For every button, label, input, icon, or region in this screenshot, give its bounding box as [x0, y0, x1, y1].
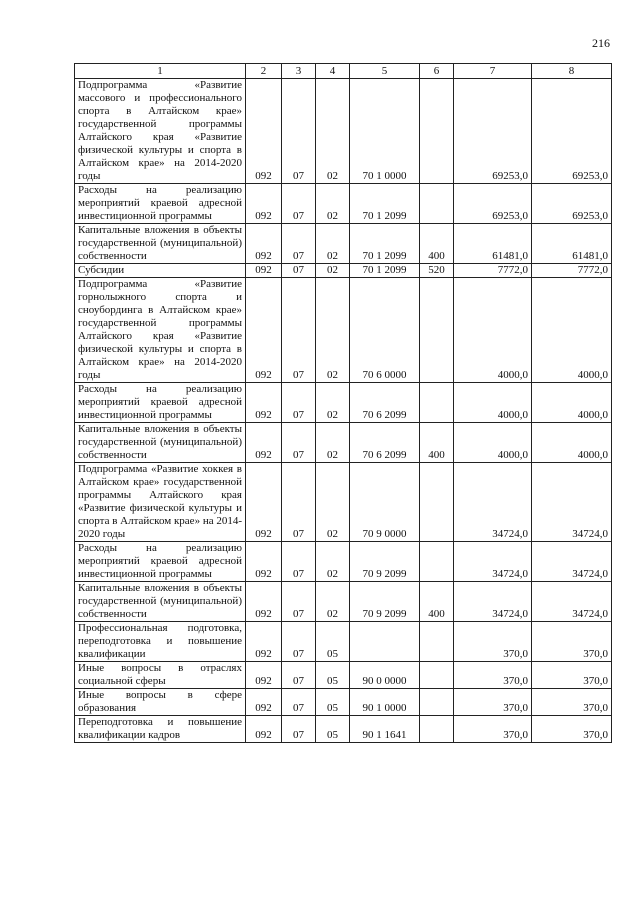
- target-article-cell: 70 9 2099: [350, 582, 420, 622]
- row-name-cell: Иные вопросы в сфере образования: [75, 689, 246, 716]
- row-name-cell: Субсидии: [75, 264, 246, 278]
- amount-cell: 69253,0: [454, 79, 532, 184]
- admin-code-cell: 092: [246, 622, 282, 662]
- row-name-cell: Расходы на реализацию мероприятий краевой адресной инвестиционной программы: [75, 383, 246, 423]
- amount-total-cell: 61481,0: [532, 224, 612, 264]
- admin-code-cell: 092: [246, 383, 282, 423]
- subsection-code-cell: 05: [316, 716, 350, 743]
- budget-table: [74, 63, 612, 743]
- row-name-cell: Подпрограмма «Развитие горнолыжного спорта и сноубординга в Алтайском крае» государственной программы Алтайского края «Развитие физической культуры и спорта в Алтайском крае» на 2014-2020 годы: [75, 278, 246, 383]
- expense-type-cell: [420, 662, 454, 689]
- target-article-cell: 90 1 0000: [350, 689, 420, 716]
- row-name-cell: Расходы на реализацию мероприятий краевой адресной инвестиционной программы: [75, 542, 246, 582]
- table-row: [75, 622, 612, 662]
- column-header: 7: [454, 64, 532, 79]
- column-header: 2: [246, 64, 282, 79]
- target-article-cell: 90 0 0000: [350, 662, 420, 689]
- page-number: 216: [592, 36, 610, 50]
- section-code-cell: 07: [282, 278, 316, 383]
- section-code-cell: 07: [282, 184, 316, 224]
- expense-type-cell: [420, 622, 454, 662]
- table-row: [75, 689, 612, 716]
- subsection-code-cell: 02: [316, 264, 350, 278]
- amount-cell: 69253,0: [454, 184, 532, 224]
- amount-cell: 370,0: [454, 689, 532, 716]
- subsection-code-cell: 02: [316, 224, 350, 264]
- section-code-cell: 07: [282, 582, 316, 622]
- target-article-cell: 90 1 1641: [350, 716, 420, 743]
- column-header: 4: [316, 64, 350, 79]
- amount-total-cell: 4000,0: [532, 423, 612, 463]
- target-article-cell: 70 6 2099: [350, 383, 420, 423]
- amount-cell: 370,0: [454, 716, 532, 743]
- expense-type-cell: 520: [420, 264, 454, 278]
- section-code-cell: 07: [282, 716, 316, 743]
- subsection-code-cell: 02: [316, 542, 350, 582]
- section-code-cell: 07: [282, 224, 316, 264]
- subsection-code-cell: 05: [316, 689, 350, 716]
- admin-code-cell: 092: [246, 716, 282, 743]
- target-article-cell: 70 6 2099: [350, 423, 420, 463]
- target-article-cell: 70 1 2099: [350, 224, 420, 264]
- section-code-cell: 07: [282, 689, 316, 716]
- subsection-code-cell: 02: [316, 79, 350, 184]
- expense-type-cell: 400: [420, 224, 454, 264]
- amount-total-cell: 370,0: [532, 689, 612, 716]
- table-row: [75, 582, 612, 622]
- table-row: [75, 383, 612, 423]
- table-row: [75, 463, 612, 542]
- subsection-code-cell: 05: [316, 622, 350, 662]
- amount-total-cell: 69253,0: [532, 184, 612, 224]
- amount-total-cell: 370,0: [532, 622, 612, 662]
- amount-cell: 34724,0: [454, 582, 532, 622]
- section-code-cell: 07: [282, 622, 316, 662]
- amount-total-cell: 370,0: [532, 716, 612, 743]
- amount-cell: 4000,0: [454, 383, 532, 423]
- subsection-code-cell: 05: [316, 662, 350, 689]
- amount-total-cell: 34724,0: [532, 582, 612, 622]
- amount-total-cell: 7772,0: [532, 264, 612, 278]
- table-row: [75, 278, 612, 383]
- subsection-code-cell: 02: [316, 278, 350, 383]
- target-article-cell: 70 1 2099: [350, 264, 420, 278]
- expense-type-cell: [420, 184, 454, 224]
- expense-type-cell: [420, 79, 454, 184]
- section-code-cell: 07: [282, 264, 316, 278]
- admin-code-cell: 092: [246, 278, 282, 383]
- admin-code-cell: 092: [246, 582, 282, 622]
- row-name-cell: Расходы на реализацию мероприятий краевой адресной инвестиционной программы: [75, 184, 246, 224]
- row-name-cell: Подпрограмма «Развитие массового и профессионального спорта в Алтайском крае» государственной программы Алтайского края «Развитие физической культуры и спорта в Алтайском крае» на 2014-2020 годы: [75, 79, 246, 184]
- row-name-cell: Профессиональная подготовка, переподготовка и повышение квалификации: [75, 622, 246, 662]
- admin-code-cell: 092: [246, 423, 282, 463]
- row-name-cell: Капитальные вложения в объекты государственной (муниципальной) собственности: [75, 582, 246, 622]
- column-header: 8: [532, 64, 612, 79]
- table-row: [75, 264, 612, 278]
- table-row: [75, 662, 612, 689]
- amount-total-cell: 4000,0: [532, 383, 612, 423]
- column-header: 6: [420, 64, 454, 79]
- table-row: [75, 224, 612, 264]
- admin-code-cell: 092: [246, 463, 282, 542]
- table-row: [75, 79, 612, 184]
- expense-type-cell: 400: [420, 423, 454, 463]
- subsection-code-cell: 02: [316, 184, 350, 224]
- target-article-cell: [350, 622, 420, 662]
- section-code-cell: 07: [282, 463, 316, 542]
- table-row: [75, 184, 612, 224]
- section-code-cell: 07: [282, 383, 316, 423]
- admin-code-cell: 092: [246, 542, 282, 582]
- expense-type-cell: [420, 542, 454, 582]
- expense-type-cell: [420, 383, 454, 423]
- expense-type-cell: [420, 689, 454, 716]
- admin-code-cell: 092: [246, 224, 282, 264]
- amount-total-cell: 34724,0: [532, 542, 612, 582]
- expense-type-cell: 400: [420, 582, 454, 622]
- amount-cell: 7772,0: [454, 264, 532, 278]
- amount-cell: 4000,0: [454, 423, 532, 463]
- admin-code-cell: 092: [246, 79, 282, 184]
- expense-type-cell: [420, 463, 454, 542]
- subsection-code-cell: 02: [316, 383, 350, 423]
- amount-cell: 370,0: [454, 622, 532, 662]
- row-name-cell: Капитальные вложения в объекты государственной (муниципальной) собственности: [75, 423, 246, 463]
- admin-code-cell: 092: [246, 264, 282, 278]
- column-header: 1: [75, 64, 246, 79]
- amount-cell: 61481,0: [454, 224, 532, 264]
- subsection-code-cell: 02: [316, 423, 350, 463]
- expense-type-cell: [420, 716, 454, 743]
- row-name-cell: Иные вопросы в отраслях социальной сферы: [75, 662, 246, 689]
- table-row: [75, 716, 612, 743]
- target-article-cell: 70 1 0000: [350, 79, 420, 184]
- column-header: 3: [282, 64, 316, 79]
- amount-cell: 34724,0: [454, 463, 532, 542]
- amount-total-cell: 34724,0: [532, 463, 612, 542]
- admin-code-cell: 092: [246, 662, 282, 689]
- section-code-cell: 07: [282, 79, 316, 184]
- target-article-cell: 70 9 0000: [350, 463, 420, 542]
- target-article-cell: 70 6 0000: [350, 278, 420, 383]
- amount-cell: 370,0: [454, 662, 532, 689]
- amount-cell: 34724,0: [454, 542, 532, 582]
- subsection-code-cell: 02: [316, 582, 350, 622]
- amount-total-cell: 69253,0: [532, 79, 612, 184]
- amount-cell: 4000,0: [454, 278, 532, 383]
- row-name-cell: Подпрограмма «Развитие хоккея в Алтайском крае» государственной программы Алтайского края «Развитие физической культуры и спорта в Алтайском крае» на 2014-2020 годы: [75, 463, 246, 542]
- admin-code-cell: 092: [246, 184, 282, 224]
- target-article-cell: 70 9 2099: [350, 542, 420, 582]
- row-name-cell: Переподготовка и повышение квалификации кадров: [75, 716, 246, 743]
- target-article-cell: 70 1 2099: [350, 184, 420, 224]
- amount-total-cell: 4000,0: [532, 278, 612, 383]
- section-code-cell: 07: [282, 423, 316, 463]
- table-header-row: [75, 64, 612, 79]
- section-code-cell: 07: [282, 542, 316, 582]
- section-code-cell: 07: [282, 662, 316, 689]
- expense-type-cell: [420, 278, 454, 383]
- table-row: [75, 423, 612, 463]
- admin-code-cell: 092: [246, 689, 282, 716]
- column-header: 5: [350, 64, 420, 79]
- amount-total-cell: 370,0: [532, 662, 612, 689]
- row-name-cell: Капитальные вложения в объекты государственной (муниципальной) собственности: [75, 224, 246, 264]
- table-row: [75, 542, 612, 582]
- subsection-code-cell: 02: [316, 463, 350, 542]
